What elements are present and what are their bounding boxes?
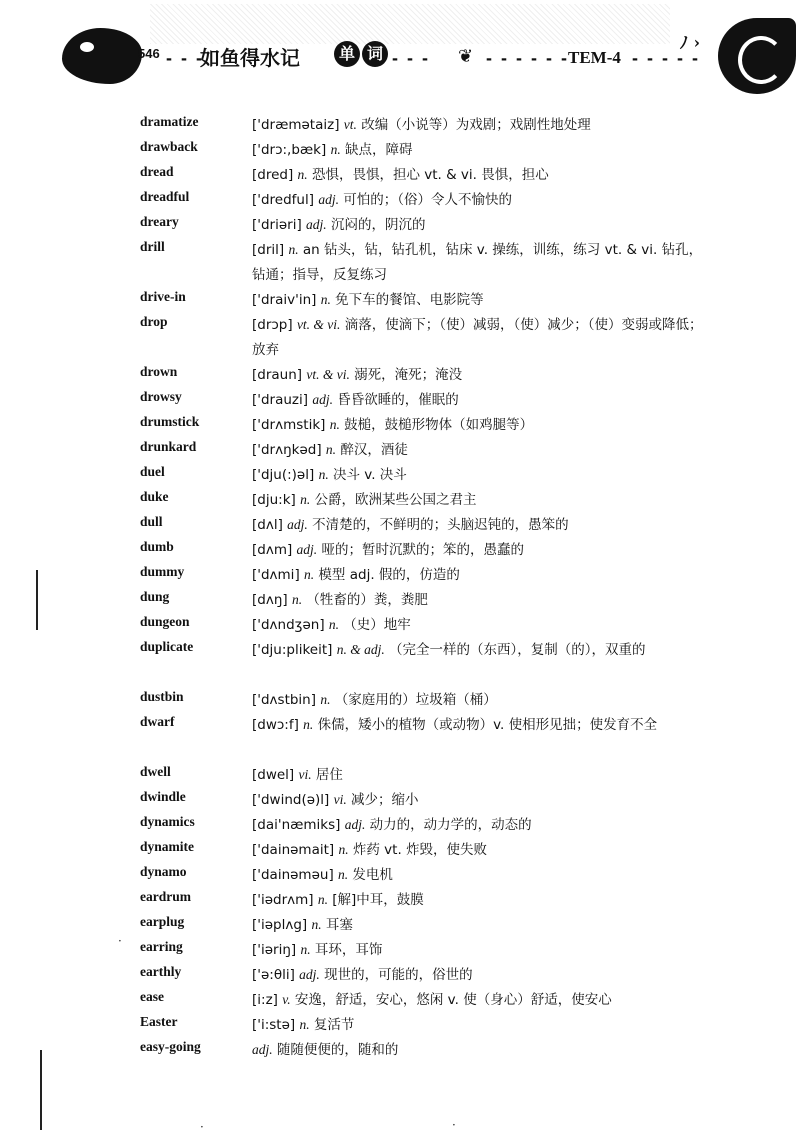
page-header — [0, 0, 800, 100]
definition — [252, 962, 707, 988]
headword: earring — [140, 939, 183, 954]
badge-dan: 单 — [334, 41, 360, 67]
meaning-text: （史）地牢 — [339, 617, 411, 633]
pronunciation: ['driəri] — [252, 217, 302, 233]
meaning-text: 昏昏欲睡的，催眠的 — [332, 392, 459, 408]
scan-mark: · — [118, 934, 122, 948]
headword: dwarf — [140, 714, 175, 729]
meaning-text: 溺死，淹死；淹没 — [349, 367, 463, 383]
part-of-speech: n. — [325, 442, 337, 457]
meaning-text: 减少；缩小 — [346, 792, 419, 808]
meaning-text: 不清楚的，不鲜明的；头脑迟钝的，愚笨的 — [307, 517, 569, 533]
pronunciation: ['iədrʌm] — [252, 892, 314, 908]
meaning-text: 模型 adj. 假的，仿造的 — [314, 567, 460, 583]
part-of-speech: n. — [338, 867, 349, 882]
part-of-speech: n. — [317, 892, 328, 907]
headword: duel — [140, 464, 165, 479]
part-of-speech: adj. — [306, 217, 327, 232]
meaning-text: （牲畜的）粪，粪肥 — [302, 592, 428, 608]
headword: dummy — [140, 564, 185, 579]
headword: dung — [140, 589, 170, 604]
meaning-text: 免下车的餐馆、电影院等 — [330, 292, 484, 308]
part-of-speech: v. — [282, 992, 291, 1007]
pronunciation: ['dju(:)əl] — [252, 467, 315, 483]
meaning-text: 改编（小说等）为戏剧；戏剧性地处理 — [356, 117, 591, 133]
definition — [252, 562, 707, 588]
headword: dynamite — [140, 839, 194, 854]
definition — [252, 537, 707, 563]
meaning-text: 滴落，使滴下；（使）减弱，（使）减少；（使）变弱或降低；放弃 — [252, 317, 703, 358]
pronunciation: ['dainəmait] — [252, 842, 335, 858]
part-of-speech: adj. — [344, 817, 366, 832]
definition — [252, 637, 707, 663]
definition — [252, 687, 707, 713]
level-label: TEM-4 — [568, 48, 621, 67]
headword: drunkard — [140, 439, 197, 454]
pronunciation: ['draiv'in] — [252, 292, 317, 308]
headword: duke — [140, 489, 169, 504]
meaning-text: 动力的，动力学的，动态的 — [365, 817, 532, 833]
headword: drill — [140, 239, 165, 254]
swirl-emblem-icon — [718, 18, 796, 94]
margin-line — [36, 570, 38, 630]
headword: drown — [140, 364, 178, 379]
definition — [252, 387, 707, 413]
headword: dread — [140, 164, 174, 179]
book-title: 如鱼得水记 — [200, 46, 300, 70]
definition — [252, 112, 707, 138]
pronunciation: [i:z] — [252, 992, 278, 1008]
part-of-speech: n. & adj. — [336, 642, 385, 657]
headword: dramatize — [140, 114, 199, 129]
pronunciation: [dʌŋ] — [252, 592, 288, 608]
pronunciation: ['drauzi] — [252, 392, 309, 408]
definition — [252, 412, 707, 438]
meaning-text: 公爵，欧洲某些公国之君主 — [310, 492, 477, 508]
meaning-text: 居住 — [311, 767, 343, 783]
headword: drowsy — [140, 389, 182, 404]
header-dash: - - - — [166, 48, 204, 68]
part-of-speech: n. — [320, 692, 331, 707]
meaning-text: an 钻头，钻，钻孔机，钻床 v. 操练，训练，练习 vt. & vi. 钻孔，钻通；指导，反复练习 — [252, 242, 703, 283]
pronunciation: ['iəriŋ] — [252, 942, 297, 958]
definition — [252, 937, 707, 963]
part-of-speech: vt. & vi. — [306, 367, 350, 382]
definition — [252, 837, 707, 863]
definition — [252, 862, 707, 888]
pronunciation: ['dainəməu] — [252, 867, 334, 883]
scan-noise — [150, 4, 670, 44]
headword: dustbin — [140, 689, 184, 704]
definition — [252, 1012, 707, 1038]
definition — [252, 487, 707, 513]
meaning-text: 侏儒，矮小的植物（或动物）v. 使相形见拙；使发育不全 — [313, 717, 658, 733]
headword: dwell — [140, 764, 171, 779]
headword: drawback — [140, 139, 198, 154]
meaning-text: [解]中耳，鼓膜 — [327, 892, 424, 908]
leaf-icon: ❦ — [458, 46, 474, 67]
meaning-text: 沉闷的，阴沉的 — [326, 217, 426, 233]
headword: duplicate — [140, 639, 194, 654]
definition — [252, 712, 707, 738]
definition — [252, 187, 707, 213]
headword: dynamo — [140, 864, 187, 879]
part-of-speech: n. — [303, 717, 314, 732]
meaning-text: 哑的；暂时沉默的；笨的，愚蠢的 — [317, 542, 524, 558]
definition — [252, 287, 707, 313]
definition — [252, 512, 707, 538]
pronunciation: ['dræmətaiz] — [252, 117, 340, 133]
pronunciation: [dwel] — [252, 767, 295, 783]
meaning-text: （完全一样的（东西），复制（的），双重的 — [384, 642, 646, 658]
definition — [252, 912, 707, 938]
pronunciation: ['drɔ:,bæk] — [252, 142, 327, 158]
tick-mark-icon: ﾉ › — [680, 33, 700, 52]
fish-logo-icon — [62, 28, 142, 84]
meaning-text: 恐惧，畏惧，担心 vt. & vi. 畏惧，担心 — [307, 167, 549, 183]
meaning-text: 鼓槌，鼓槌形物体（如鸡腿等） — [339, 417, 534, 433]
page-number: 546 — [138, 46, 160, 61]
pronunciation: [dai'næmiks] — [252, 817, 341, 833]
meaning-text: 耳塞 — [321, 917, 353, 933]
pronunciation: [drɔp] — [252, 317, 293, 333]
part-of-speech: n. — [288, 242, 299, 257]
pronunciation: ['dʌmi] — [252, 567, 300, 583]
pronunciation: ['i:stə] — [252, 1017, 296, 1033]
meaning-text: 安逸，舒适，安心，悠闲 v. 使（身心）舒适，使安心 — [290, 992, 612, 1008]
pronunciation: ['dʌstbin] — [252, 692, 317, 708]
meaning-text: （家庭用的）垃圾箱（桶） — [330, 692, 497, 708]
definition — [252, 137, 707, 163]
part-of-speech: n. — [320, 292, 331, 307]
pronunciation: ['dʌndʒən] — [252, 617, 325, 633]
headword: drumstick — [140, 414, 200, 429]
headword: easy-going — [140, 1039, 201, 1054]
pronunciation: [dju:k] — [252, 492, 296, 508]
meaning-text: 醉汉，酒徒 — [336, 442, 408, 458]
part-of-speech: n. — [297, 167, 308, 182]
pronunciation: ['ə:θli] — [252, 967, 295, 983]
part-of-speech: vt. & vi. — [296, 317, 341, 332]
pronunciation: [dʌm] — [252, 542, 293, 558]
part-of-speech: adj. — [318, 192, 339, 207]
part-of-speech: n. — [311, 917, 322, 932]
part-of-speech: n. — [329, 417, 340, 432]
definition — [252, 812, 707, 838]
pronunciation: [dril] — [252, 242, 285, 258]
headword: dungeon — [140, 614, 190, 629]
part-of-speech: n. — [338, 842, 349, 857]
pronunciation: ['dju:plikeit] — [252, 642, 333, 658]
pronunciation: ['iəplʌg] — [252, 917, 308, 933]
scan-mark: · — [452, 1118, 456, 1132]
part-of-speech: vt. — [343, 117, 357, 132]
headword: Easter — [140, 1014, 178, 1029]
header-dash: - - - - - — [632, 48, 700, 68]
headword: drive-in — [140, 289, 186, 304]
scan-mark: · — [200, 1120, 204, 1134]
definition — [252, 787, 707, 813]
pronunciation: [dwɔ:f] — [252, 717, 299, 733]
header-dash: - - - - - - — [486, 48, 569, 68]
definition — [252, 887, 707, 913]
definition — [252, 1037, 707, 1063]
headword: dumb — [140, 539, 174, 554]
definition — [252, 437, 707, 463]
definition — [252, 212, 707, 238]
pronunciation: [dred] — [252, 167, 294, 183]
pronunciation: [dʌl] — [252, 517, 283, 533]
meaning-text: 缺点，障碍 — [340, 142, 413, 158]
meaning-text: 耳环，耳饰 — [310, 942, 383, 958]
meaning-text: 发电机 — [348, 867, 393, 883]
meaning-text: 随随便便的，随和的 — [272, 1042, 399, 1058]
margin-line — [40, 1050, 42, 1130]
part-of-speech: adj. — [296, 542, 318, 557]
headword: earthly — [140, 964, 182, 979]
definition — [252, 462, 707, 488]
badge-ci: 词 — [362, 41, 388, 67]
headword: earplug — [140, 914, 185, 929]
part-of-speech: vi. — [333, 792, 347, 807]
part-of-speech: vi. — [298, 767, 312, 782]
pronunciation: [draun] — [252, 367, 303, 383]
part-of-speech: n. — [300, 492, 311, 507]
meaning-text: 现世的，可能的，俗世的 — [319, 967, 473, 983]
definition — [252, 762, 707, 788]
part-of-speech: adj. — [287, 517, 308, 532]
meaning-text: 可怕的；（俗）令人不愉快的 — [338, 192, 512, 208]
pronunciation: ['drʌmstik] — [252, 417, 326, 433]
meaning-text: 复活节 — [309, 1017, 355, 1033]
headword: drop — [140, 314, 168, 329]
definition — [252, 237, 707, 288]
part-of-speech: n. — [328, 617, 340, 632]
part-of-speech: n. — [330, 142, 341, 157]
headword: dreary — [140, 214, 179, 229]
part-of-speech: n. — [300, 942, 311, 957]
part-of-speech: n. — [299, 1017, 310, 1032]
part-of-speech: adj. — [252, 1042, 273, 1057]
part-of-speech: n. — [318, 467, 329, 482]
header-dash: - - - — [392, 48, 430, 68]
part-of-speech: adj. — [312, 392, 333, 407]
definition — [252, 162, 707, 188]
headword: ease — [140, 989, 164, 1004]
definition — [252, 587, 707, 613]
definition — [252, 987, 707, 1013]
pronunciation: ['drʌŋkəd] — [252, 442, 322, 458]
definition — [252, 612, 707, 638]
headword: dreadful — [140, 189, 190, 204]
definition — [252, 312, 707, 363]
part-of-speech: n. — [291, 592, 303, 607]
headword: dynamics — [140, 814, 195, 829]
headword: eardrum — [140, 889, 191, 904]
headword: dull — [140, 514, 163, 529]
pronunciation: ['dredful] — [252, 192, 315, 208]
pronunciation: ['dwind(ə)l] — [252, 792, 330, 808]
part-of-speech: adj. — [299, 967, 320, 982]
headword: dwindle — [140, 789, 186, 804]
part-of-speech: n. — [304, 567, 315, 582]
meaning-text: 决斗 v. 决斗 — [328, 467, 407, 483]
meaning-text: 炸药 vt. 炸毁，使失败 — [348, 842, 488, 858]
definition — [252, 362, 707, 388]
